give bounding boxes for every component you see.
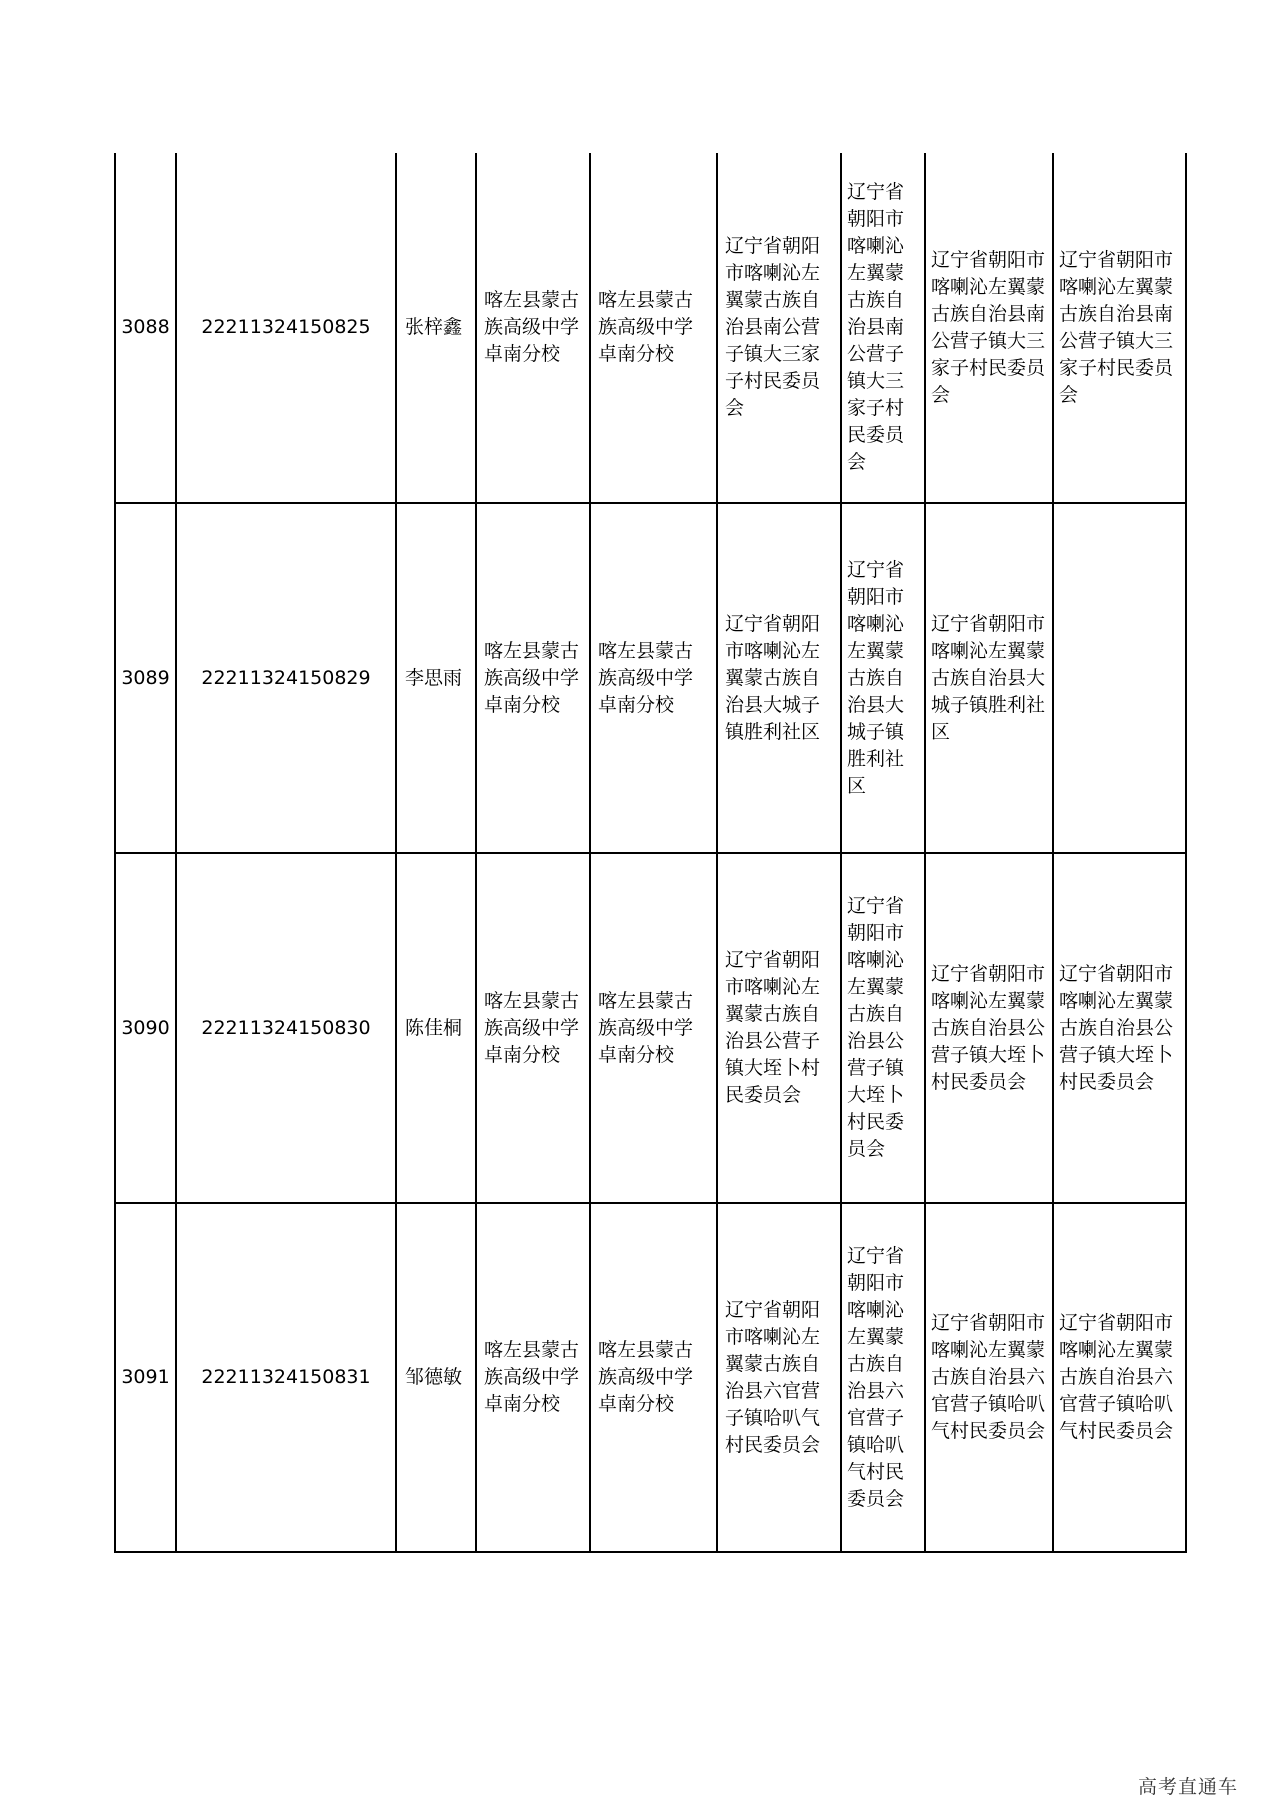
address-cell-3: 辽宁省朝阳市喀喇沁左翼蒙古族自治县南公营子镇大三家子村民委员会 <box>925 153 1053 503</box>
seq-cell: 3090 <box>115 853 176 1203</box>
address-cell-4: 辽宁省朝阳市喀喇沁左翼蒙古族自治县公营子镇大垤卜村民委员会 <box>1053 853 1186 1203</box>
address-cell-2: 辽宁省朝阳市喀喇沁左翼蒙古族自治县大城子镇胜利社区 <box>841 503 925 853</box>
school-cell-2: 喀左县蒙古族高级中学卓南分校 <box>590 153 717 503</box>
id-cell: 22211324150825 <box>176 153 396 503</box>
address-cell-3: 辽宁省朝阳市喀喇沁左翼蒙古族自治县大城子镇胜利社区 <box>925 503 1053 853</box>
address-cell-1: 辽宁省朝阳市喀喇沁左翼蒙古族自治县公营子镇大垤卜村民委员会 <box>717 853 841 1203</box>
table-row <box>115 853 1186 1203</box>
table-row <box>115 1203 1186 1552</box>
name-cell: 张梓鑫 <box>396 153 476 503</box>
name-cell: 邹德敏 <box>396 1203 476 1552</box>
school-cell-2: 喀左县蒙古族高级中学卓南分校 <box>590 503 717 853</box>
id-cell: 22211324150829 <box>176 503 396 853</box>
seq-cell: 3089 <box>115 503 176 853</box>
school-cell-1: 喀左县蒙古族高级中学卓南分校 <box>476 853 590 1203</box>
school-cell-2: 喀左县蒙古族高级中学卓南分校 <box>590 853 717 1203</box>
address-cell-2: 辽宁省朝阳市喀喇沁左翼蒙古族自治县公营子镇大垤卜村民委员会 <box>841 853 925 1203</box>
table-row <box>115 153 1186 503</box>
results-table <box>114 153 1187 1553</box>
watermark-text: 高考直通车 <box>1137 1776 1238 1798</box>
address-cell-1: 辽宁省朝阳市喀喇沁左翼蒙古族自治县南公营子镇大三家子村民委员会 <box>717 153 841 503</box>
school-cell-1: 喀左县蒙古族高级中学卓南分校 <box>476 153 590 503</box>
school-cell-2: 喀左县蒙古族高级中学卓南分校 <box>590 1203 717 1552</box>
address-cell-3: 辽宁省朝阳市喀喇沁左翼蒙古族自治县六官营子镇哈叭气村民委员会 <box>925 1203 1053 1552</box>
school-cell-1: 喀左县蒙古族高级中学卓南分校 <box>476 1203 590 1552</box>
table-row <box>115 503 1186 853</box>
seq-cell: 3091 <box>115 1203 176 1552</box>
id-cell: 22211324150830 <box>176 853 396 1203</box>
address-cell-4 <box>1053 503 1186 853</box>
address-cell-2: 辽宁省朝阳市喀喇沁左翼蒙古族自治县六官营子镇哈叭气村民委员会 <box>841 1203 925 1552</box>
seq-cell: 3088 <box>115 153 176 503</box>
address-cell-2: 辽宁省朝阳市喀喇沁左翼蒙古族自治县南公营子镇大三家子村民委员会 <box>841 153 925 503</box>
school-cell-1: 喀左县蒙古族高级中学卓南分校 <box>476 503 590 853</box>
name-cell: 李思雨 <box>396 503 476 853</box>
id-cell: 22211324150831 <box>176 1203 396 1552</box>
address-cell-1: 辽宁省朝阳市喀喇沁左翼蒙古族自治县六官营子镇哈叭气村民委员会 <box>717 1203 841 1552</box>
address-cell-3: 辽宁省朝阳市喀喇沁左翼蒙古族自治县公营子镇大垤卜村民委员会 <box>925 853 1053 1203</box>
address-cell-4: 辽宁省朝阳市喀喇沁左翼蒙古族自治县南公营子镇大三家子村民委员会 <box>1053 153 1186 503</box>
address-cell-1: 辽宁省朝阳市喀喇沁左翼蒙古族自治县大城子镇胜利社区 <box>717 503 841 853</box>
name-cell: 陈佳桐 <box>396 853 476 1203</box>
address-cell-4: 辽宁省朝阳市喀喇沁左翼蒙古族自治县六官营子镇哈叭气村民委员会 <box>1053 1203 1186 1552</box>
